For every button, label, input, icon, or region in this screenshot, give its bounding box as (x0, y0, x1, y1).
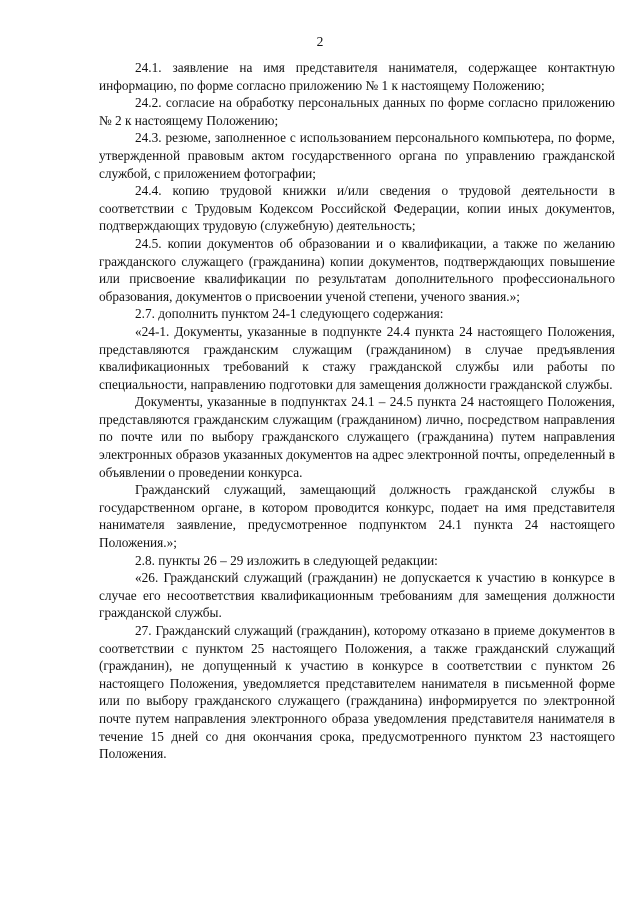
paragraph-24-5: 24.5. копии документов об образовании и о квалификации, а также по желанию гражданского служащего (гражданина) копии документов, подтверждающих повышение или присвоение квалификации по результатам дополнительного профессионального образования, документов о присвоении ученой степени, ученого звания.»; (99, 235, 615, 304)
paragraph-24-3: 24.3. резюме, заполненное с использованием персонального компьютера, по форме, утвержденной правовым актом государственного органа по управлению гражданской службой, с приложением фотографии; (99, 130, 615, 181)
paragraph-24-2: 24.2. согласие на обработку персональных данных по форме согласно приложению № 2 к настоящему Положению; (99, 95, 615, 128)
paragraph-26: «26. Гражданский служащий (гражданин) не допускается к участию в конкурсе в случае его несоответствия квалификационным требованиям для замещения должности гражданской службы. (99, 570, 615, 621)
paragraph-2-7: 2.7. дополнить пунктом 24-1 следующего содержания: (135, 306, 444, 322)
paragraph-24-4: 24.4. копию трудовой книжки и/или сведения о трудовой деятельности в соответствии с Трудовым Кодексом Российской Федерации, копии иных документов, подтверждающих трудовую (служебную) деятельность; (99, 183, 615, 234)
paragraph-24-1: 24.1. заявление на имя представителя нанимателя, содержащее контактную информацию, по форме согласно приложению № 1 к настоящему Положению; (99, 60, 615, 93)
paragraph-24-1-new: «24-1. Документы, указанные в подпункте 24.4 пункта 24 настоящего Положения, представляются гражданским служащим (гражданином) в случае предъявления квалификационных требований к стажу гражданской службы или работы по специальности, направлению подготовки для замещения должности гражданской службы. (99, 323, 615, 392)
paragraph-documents-submission: Документы, указанные в подпунктах 24.1 – 24.5 пункта 24 настоящего Положения, представляются гражданским служащим (гражданином) лично, посредством направления по почте или по выбору гражданского служащего (гражданина) путем направления электронных образов указанных документов на адрес электронной почты, определенный в объявлении о проведении конкурса. (99, 394, 615, 480)
paragraph-2-8: 2.8. пункты 26 – 29 изложить в следующей редакции: (135, 552, 438, 568)
document-body (99, 59, 615, 763)
paragraph-civil-servant-application: Гражданский служащий, замещающий должность гражданской службы в государственном органе, в котором проводится конкурс, подает на имя представителя нанимателя заявление, предусмотренное подпунктом 24.1 пункта 24 настоящего Положения.»; (99, 482, 615, 551)
paragraph-27: 27. Гражданский служащий (гражданин), которому отказано в приеме документов в соответствии с пунктом 25 настоящего Положения, а также гражданский служащий (гражданин), не допущенный к участию в конкурсе в соответствии с пунктом 26 настоящего Положения, уведомляется представителем нанимателя в письменной форме или по выбору гражданского служащего (гражданина) информируется по электронной почте путем направления электронного образа уведомления представителя нанимателя в течение 15 дней со дня окончания срока, предусмотренного пунктом 23 настоящего Положения. (99, 623, 615, 762)
page-number: 2 (316, 34, 324, 49)
